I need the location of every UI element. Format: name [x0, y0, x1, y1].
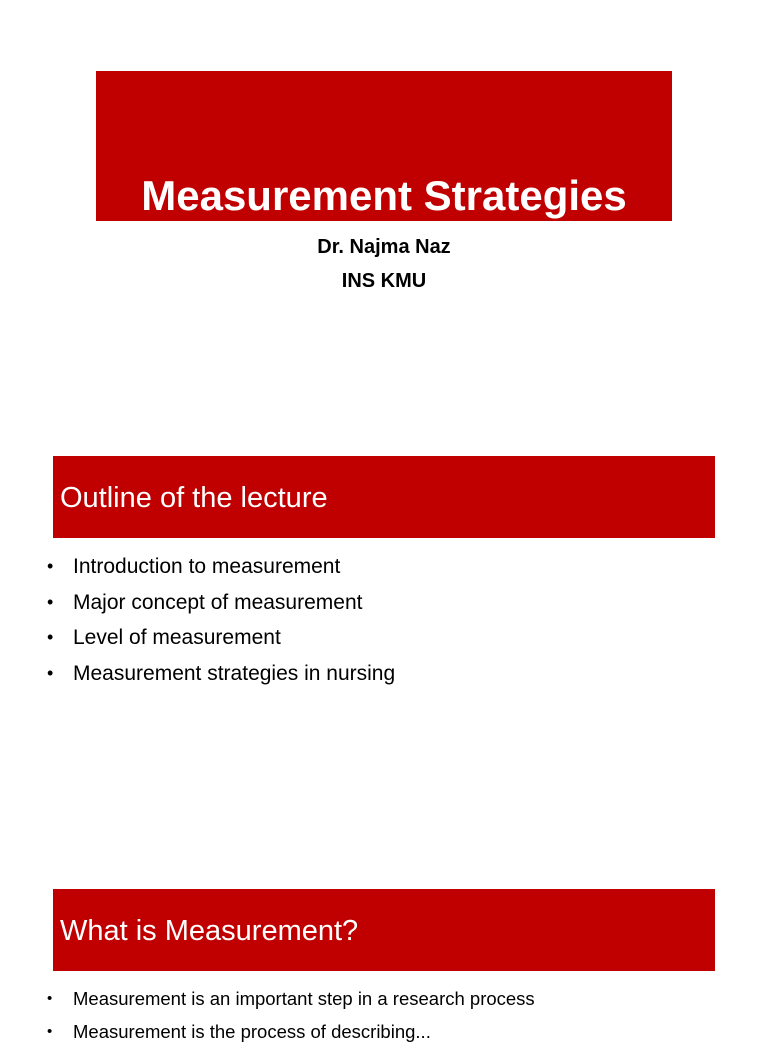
bullet-icon: •: [47, 662, 54, 683]
list-item: [47, 982, 535, 1015]
author-name: Dr. Najma Naz: [317, 236, 451, 258]
bullet-text: Level of measurement: [73, 626, 281, 649]
list-item: [47, 620, 395, 656]
bullet-text: Measurement is an important step in a research process: [73, 988, 535, 1009]
outline-bullet-list: [47, 549, 395, 691]
outline-header-banner: [53, 456, 715, 538]
institution-name: INS KMU: [341, 270, 427, 292]
list-item: [47, 656, 395, 692]
whatis-header-title: What is Measurement?: [60, 915, 359, 947]
presentation-title: Measurement Strategies: [141, 172, 627, 219]
bullet-icon: •: [47, 627, 54, 647]
bullet-icon: •: [47, 1023, 53, 1040]
bullet-icon: •: [47, 990, 53, 1007]
whatis-bullet-list: [47, 982, 535, 1048]
whatis-header-banner: [53, 889, 715, 971]
bullet-icon: •: [47, 556, 54, 576]
bullet-icon: •: [47, 591, 54, 612]
bullet-text: Major concept of measurement: [73, 590, 363, 614]
bullet-text: Measurement is the process of describing...: [73, 1021, 431, 1042]
bullet-text: Measurement strategies in nursing: [73, 661, 396, 685]
list-item: [47, 585, 395, 621]
outline-header-title: Outline of the lecture: [60, 482, 328, 514]
list-item: [47, 549, 395, 585]
list-item: [47, 1015, 535, 1048]
bullet-text: Introduction to measurement: [73, 555, 341, 578]
